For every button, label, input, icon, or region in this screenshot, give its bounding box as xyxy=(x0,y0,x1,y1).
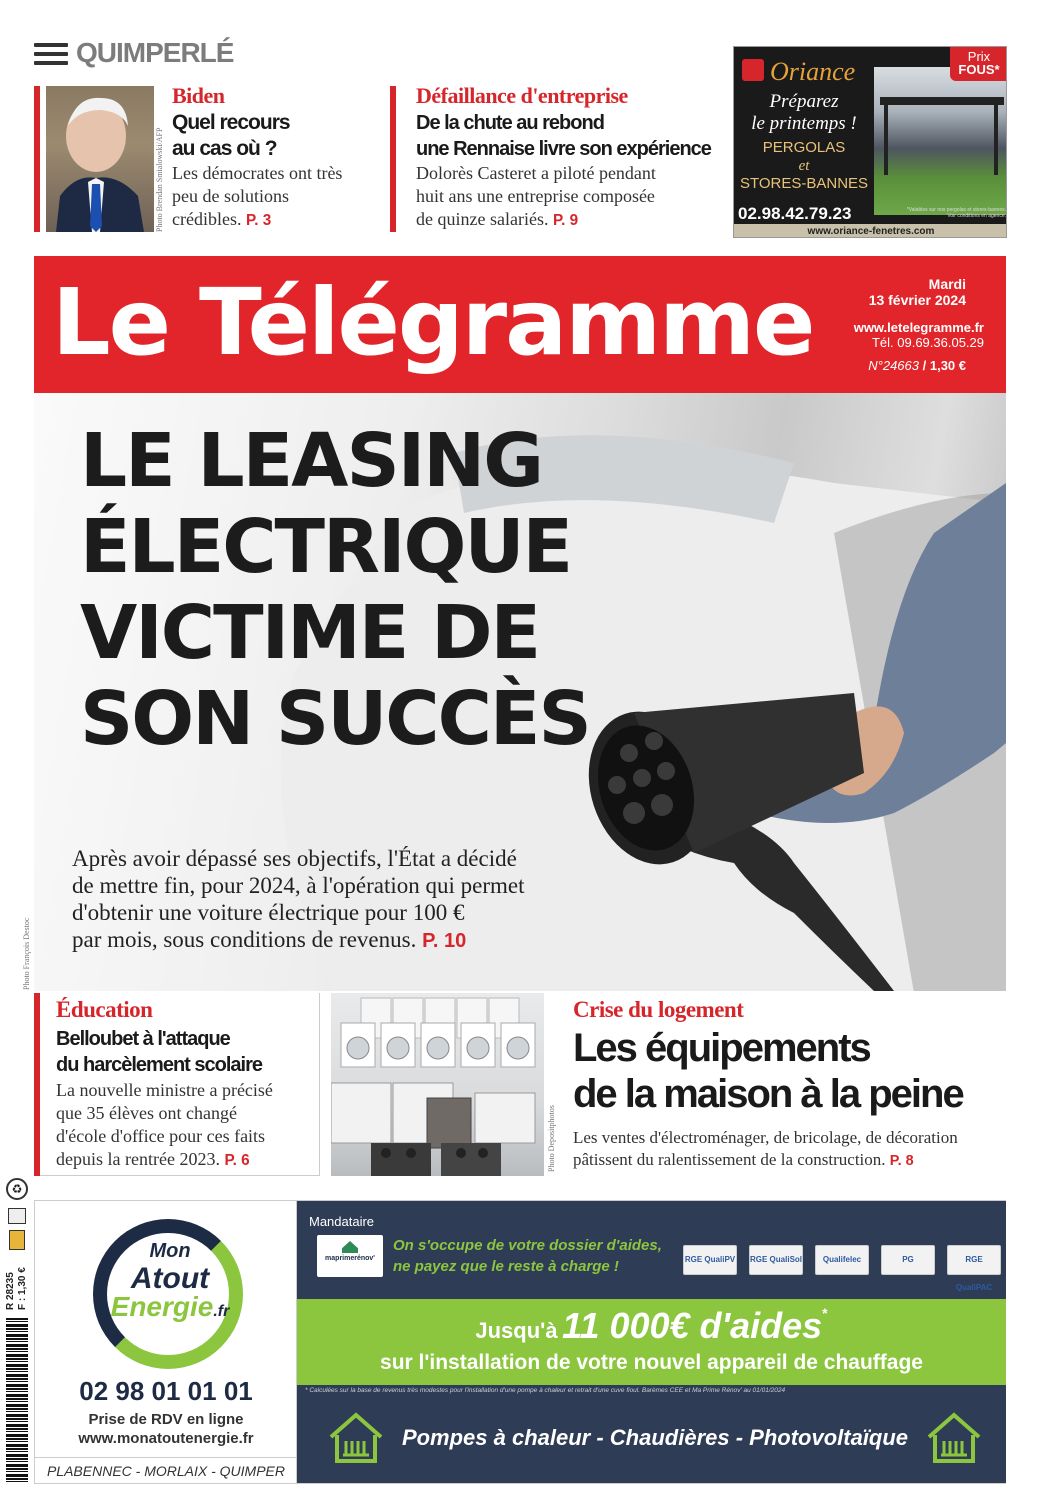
cert-qualipv-badge: RGE QualiPV xyxy=(683,1245,737,1275)
ad-services: Pompes à chaleur - Chaudières - Photovoltaïque xyxy=(401,1425,909,1450)
oriance-brand: Oriance xyxy=(770,57,856,86)
story-text: Les ventes d'électroménager, de bricolage, de décoration pâtissent du ralentissement de la construction. P. 8 xyxy=(573,1128,958,1169)
ad-phone[interactable]: 02.98.42.79.23 xyxy=(738,204,852,223)
ad-phone[interactable]: 02 98 01 01 01 xyxy=(79,1376,253,1406)
story-text: La nouvelle ministre a précisé que 35 élèves ont changé d'école d'office pour ces faits depuis la rentrée 2023. P. 6 xyxy=(56,1080,273,1169)
ad-url[interactable]: www.oriance-fenetres.com xyxy=(734,224,1007,238)
story-education[interactable] xyxy=(34,993,320,1176)
photo-credit: Photo Depositphotos xyxy=(547,1105,556,1172)
maprimerenov-logo: maprimerénov' xyxy=(317,1235,383,1277)
page-ref: P. 6 xyxy=(224,1152,250,1169)
aid-banner xyxy=(297,1299,1006,1385)
story-kicker: Éducation xyxy=(56,997,153,1022)
newspaper-title: Le Télégramme xyxy=(52,269,814,376)
lead-story[interactable] xyxy=(34,393,1006,991)
teaser-kicker: Biden xyxy=(172,83,225,108)
page-ref: P. 9 xyxy=(552,212,579,229)
edition-label: QUIMPERLÉ xyxy=(76,37,234,68)
ad-url[interactable]: www.monatoutenergie.fr xyxy=(78,1430,254,1447)
cert-pg-badge: PG xyxy=(881,1245,935,1275)
red-rule xyxy=(390,86,396,232)
appliances-photo xyxy=(331,993,544,1176)
biden-photo xyxy=(46,86,154,232)
mandataire-label: Mandataire xyxy=(309,1214,375,1229)
ad-fine-print: *Valables sur nos pergolas et stores-bannes. Voir conditions en agence. xyxy=(906,207,1006,219)
ad-cities: PLABENNEC - MORLAIX - QUIMPER xyxy=(35,1457,297,1483)
house-radiator-icon xyxy=(327,1411,385,1465)
masthead xyxy=(34,256,1006,393)
aid-headline: Jusqu'à 11 000€ d'aides* xyxy=(475,1305,828,1346)
photo-credit: Photo Brendan Smialowski/AFP xyxy=(155,127,164,232)
house-radiator-icon xyxy=(925,1411,983,1465)
ad-oriance[interactable] xyxy=(733,46,1007,238)
ad-promise: On s'occupe de votre dossier d'aides, ne payez que le reste à charge ! xyxy=(393,1237,662,1275)
cert-qualifelec-badge: Qualifelec xyxy=(815,1245,869,1275)
cert-qualipac-badge: RGE QualiPAC xyxy=(947,1245,1001,1275)
ad-products: PERGOLAS et STORES-BANNES xyxy=(739,139,869,192)
ad-photo xyxy=(874,67,1007,215)
teaser-title: Quel recours au cas où ? xyxy=(172,111,290,160)
teaser-kicker: Défaillance d'entreprise xyxy=(416,83,628,108)
ad-right-panel xyxy=(297,1201,1006,1483)
ad-left-panel xyxy=(35,1201,297,1483)
ad-rdv: Prise de RDV en ligne xyxy=(88,1411,244,1428)
page-ref: P. 10 xyxy=(422,930,467,952)
masthead-issue: N°24663 / 1,30 € xyxy=(868,358,966,373)
red-rule xyxy=(34,993,40,1176)
story-title: Belloubet à l'attaque du harcèlement scolaire xyxy=(56,1028,262,1076)
logo-text: Mon Atout Energie.fr xyxy=(110,1240,230,1322)
teaser-title: De la chute au rebond une Rennaise livre son expérience xyxy=(416,112,711,160)
recycle-icon: ♻ xyxy=(6,1178,28,1200)
margin-code: R 28235 xyxy=(5,1272,16,1310)
barcode xyxy=(6,1318,28,1484)
teaser-text: Les démocrates ont très peu de solutions crédibles. P. 3 xyxy=(172,163,343,229)
menu-icon[interactable] xyxy=(34,43,68,67)
margin-price: F : 1,30 € xyxy=(17,1267,28,1310)
teaser-biden[interactable] xyxy=(34,83,374,232)
page-ref: P. 8 xyxy=(889,1153,914,1169)
aid-fine-print: * Calculées sur la base de revenus très modestes pour l'installation d'une pompe à chaleur et retrait d'une cuve fioul. Barèmes CEE et Ma Prime Rénov' au 01/01/2024 xyxy=(305,1387,786,1394)
cert-qualisol-badge: RGE QualiSol xyxy=(749,1245,803,1275)
oriance-logo-icon xyxy=(742,59,764,81)
page-ref: P. 3 xyxy=(245,212,272,229)
masthead-contact: www.letelegramme.fr Tél. 09.69.36.05.29 xyxy=(853,320,984,350)
ad-script: Préparez le printemps ! xyxy=(751,91,857,134)
prix-fous-badge: Prix FOUS* xyxy=(950,47,1007,81)
lead-lede: Après avoir dépassé ses objectifs, l'État a décidé de mettre fin, pour 2024, à l'opération qui permet d'obtenir une voiture électrique pour 100 € par mois, sous conditions de revenus. P. 10 xyxy=(72,846,525,952)
teaser-defaillance[interactable] xyxy=(390,83,720,232)
story-kicker: Crise du logement xyxy=(573,997,744,1022)
info-tri-icon xyxy=(8,1208,26,1224)
red-rule xyxy=(34,86,40,232)
masthead-date: Mardi 13 février 2024 xyxy=(868,276,966,308)
portrait-illustration xyxy=(46,86,154,232)
photo-credit: Photo François Destoc xyxy=(22,917,31,990)
aid-subline: sur l'installation de votre nouvel appareil de chauffage xyxy=(380,1351,923,1374)
teaser-text: Dolorès Casteret a piloté pendant huit ans une entreprise composée de quinze salariés. P. 9 xyxy=(416,163,656,229)
lead-headline: LE LEASING ÉLECTRIQUE VICTIME DE SON SUCCÈS xyxy=(80,418,590,762)
bin-icon xyxy=(9,1230,25,1250)
story-logement[interactable] xyxy=(573,993,1007,1176)
story-title: Les équipements de la maison à la peine xyxy=(573,1026,963,1116)
ad-mon-atout-energie[interactable] xyxy=(34,1200,1006,1484)
